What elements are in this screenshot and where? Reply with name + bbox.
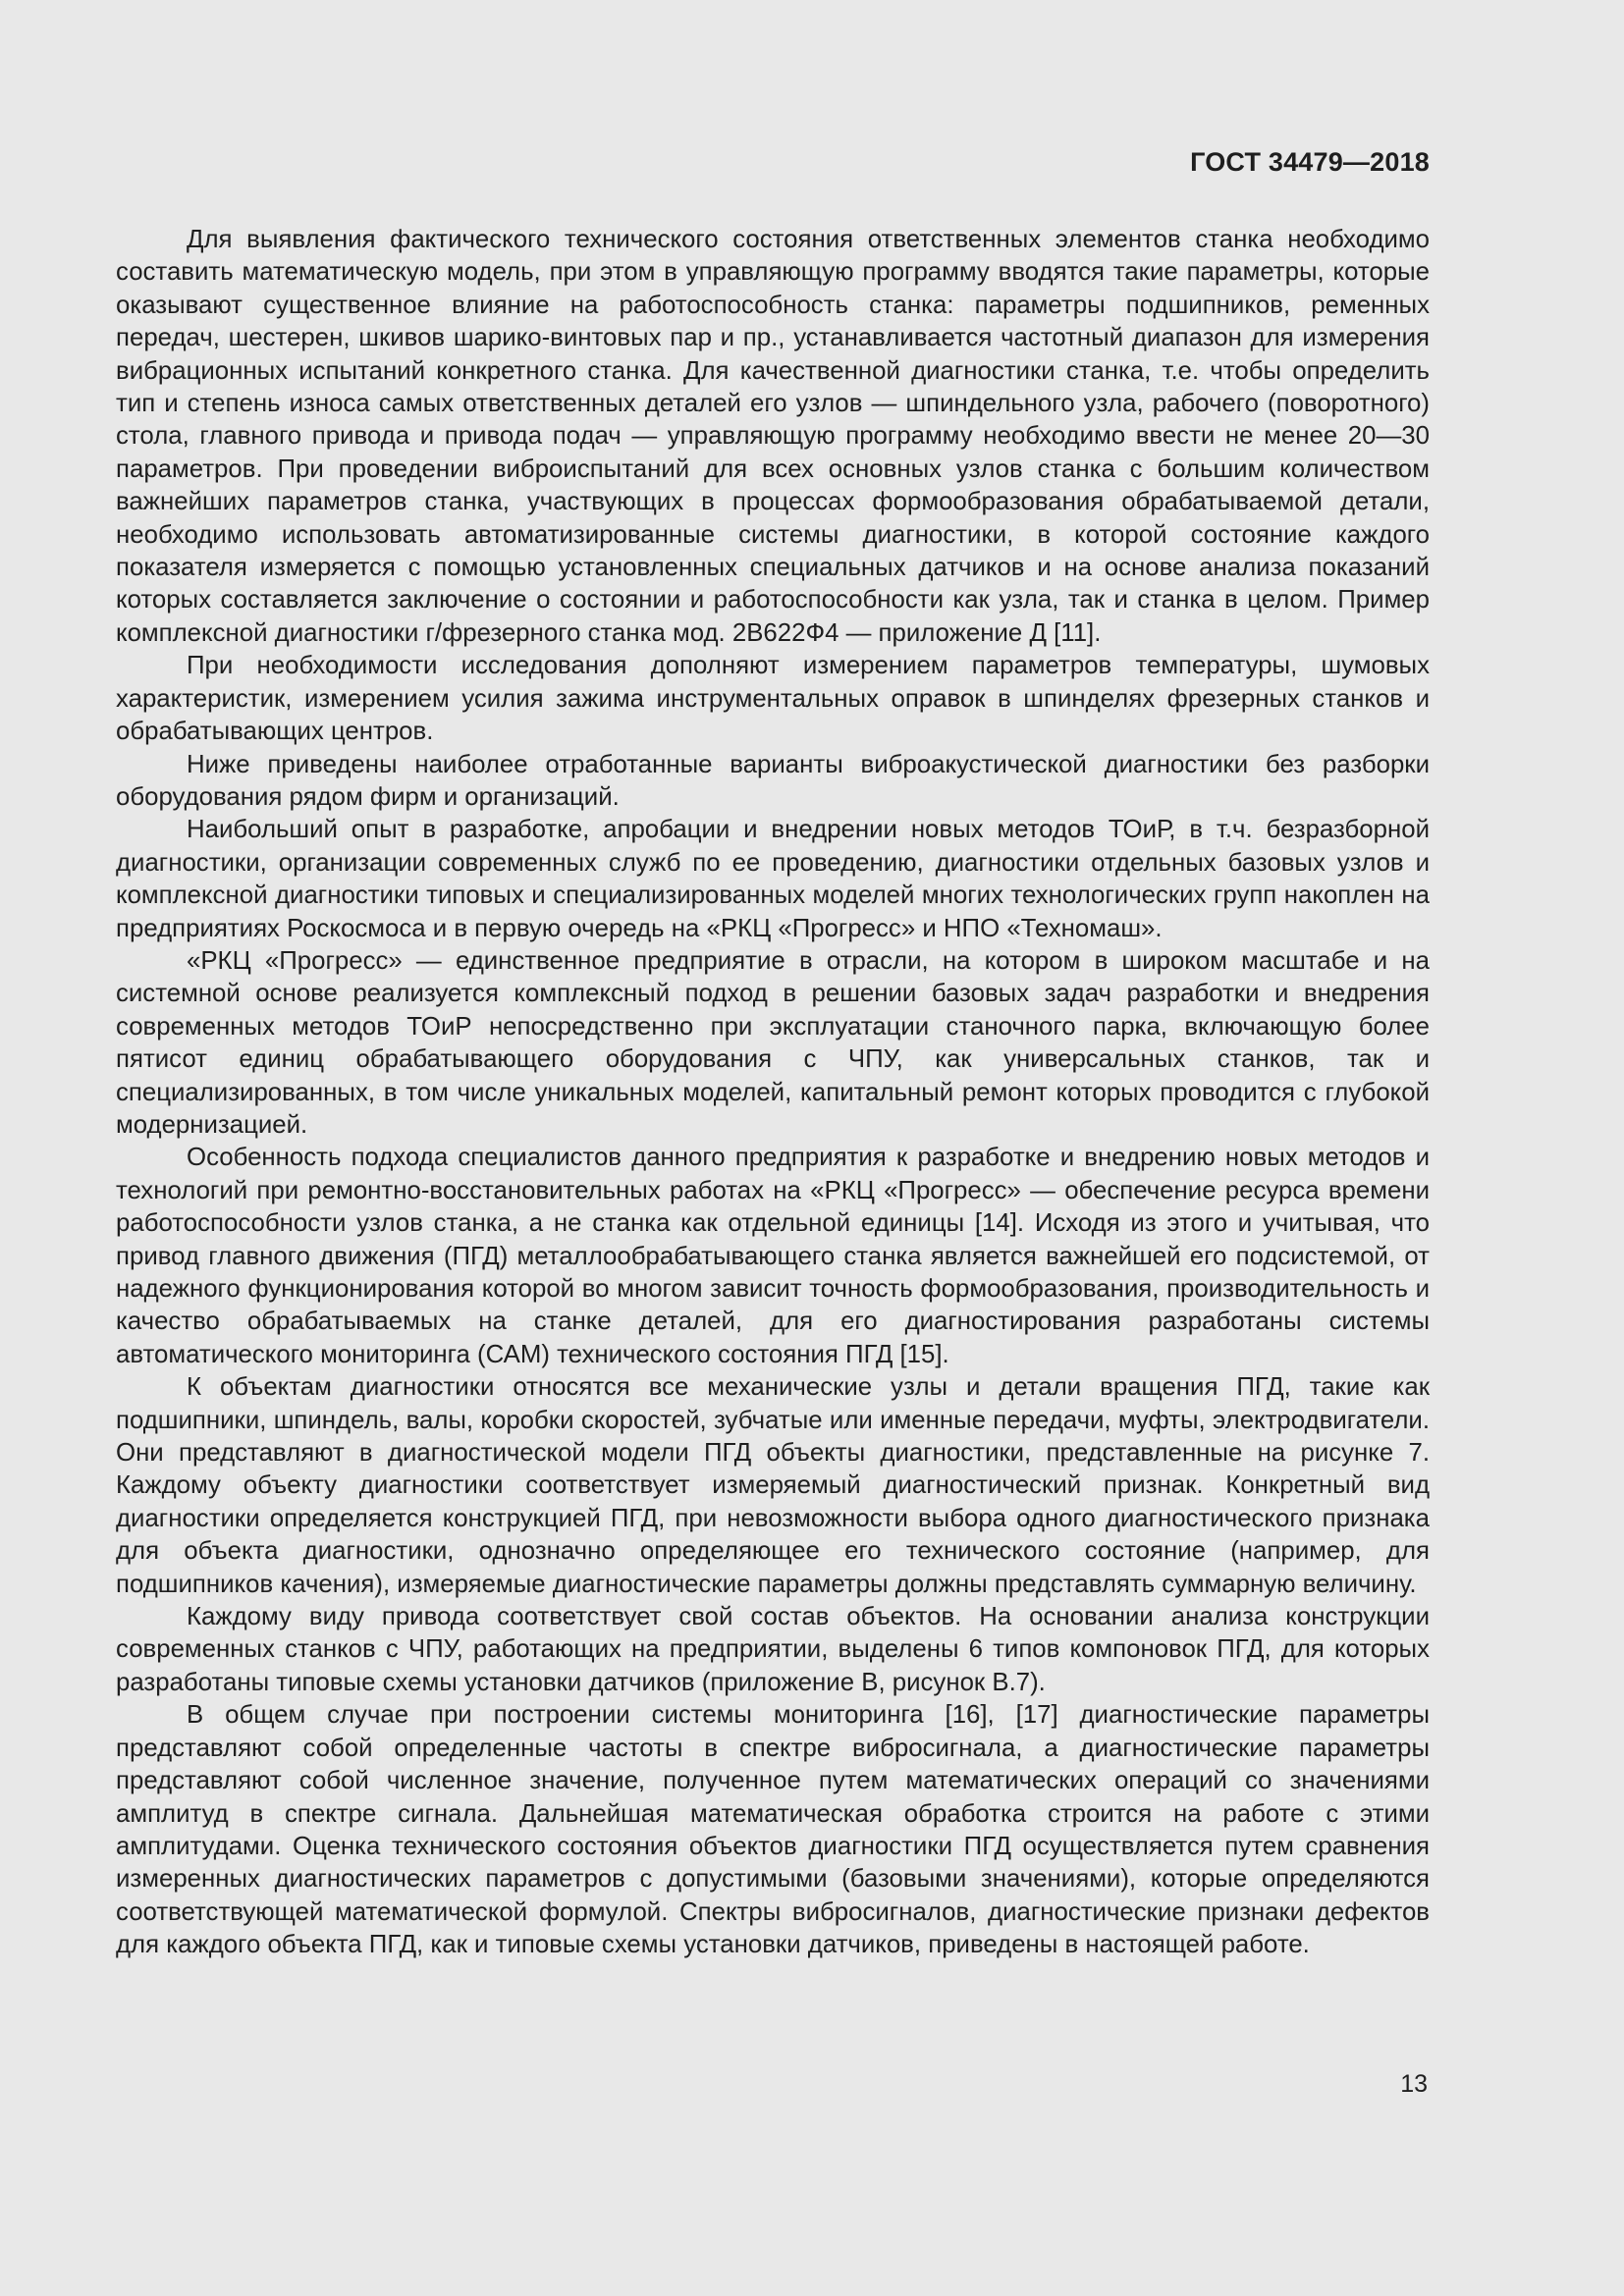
paragraph: Наибольший опыт в разработке, апробации и внедрении новых методов ТОиР, в т.ч. безразборной диагностики, организации современных служб по ее проведению, диагностики отдельных базовых узлов и комплексной диагностики типовых и специализированных моделей многих технологических групп накоплен на предприятиях Роскосмоса и в первую очередь на «РКЦ «Прогресс» и НПО «Техномаш». bbox=[116, 816, 1430, 942]
paragraph: «РКЦ «Прогресс» — единственное предприятие в отрасли, на котором в широком масштабе и на системной основе реализуется комплексный подход в решении базовых задач разработки и внедрения современных методов ТОиР непосредственно при эксплуатации станочного парка, включающую более пятисот единиц обрабатывающего оборудования с ЧПУ, как универсальных станков, так и специализированных, в том числе уникальных моделей, капитальный ремонт которых проводится с глубокой модернизацией. bbox=[116, 946, 1430, 1139]
paragraph: К объектам диагностики относятся все механические узлы и детали вращения ПГД, такие как подшипники, шпиндель, валы, коробки скоростей, зубчатые или именные передачи, муфты, электродвигатели. Они представляют в диагностической модели ПГД объекты диагностики, представленные на рисунке 7. Каждому объекту диагностики соответствует измеряемый диагностический признак. Конкретный вид диагностики определяется конструкцией ПГД, при невозможности выбора одного диагностического признака для объекта диагностики, однозначно определяющее его технического состояние (например, для подшипников качения), измеряемые диагностические параметры должны представлять суммарную величину. bbox=[116, 1373, 1430, 1598]
paragraph: Ниже приведены наиболее отработанные варианты виброакустической диагностики без разборки оборудования рядом фирм и организаций. bbox=[116, 750, 1430, 811]
paragraph: В общем случае при построении системы мониторинга [16], [17] диагностические параметры представляют собой определенные частоты в спектре вибросигнала, а диагностические параметры представляют собой численное значение, полученное путем математических операций со значениями амплитуд в спектре сигнала. Дальнейшая математическая обработка строится на работе с этими амплитудами. Оценка технического состояния объектов диагностики ПГД осуществляется путем сравнения измеренных диагностических параметров с допустимыми (базовыми значениями), которые определяются соответствующей математической формулой. Спектры вибросигналов, диагностические признаки дефектов для каждого объекта ПГД, как и типовые схемы установки датчиков, приведены в настоящей работе. bbox=[116, 1701, 1430, 1959]
paragraph: При необходимости исследования дополняют измерением параметров температуры, шумовых характеристик, измерением усилия зажима инструментальных оправок в шпинделях фрезерных станков и обрабатывающих центров. bbox=[116, 652, 1430, 746]
document-standard-header: ГОСТ 34479—2018 bbox=[1190, 147, 1430, 177]
document-body bbox=[116, 224, 1430, 1962]
paragraph: Для выявления фактического технического состояния ответственных элементов станка необходимо составить математическую модель, при этом в управляющую программу вводятся такие параметры, которые оказывают существенное влияние на работоспособность станка: параметры подшипников, ременных передач, шестерен, шкивов шарико-винтовых пар и пр., устанавливается частотный диапазон для измерения вибрационных испытаний конкретного станка. Для качественной диагностики станка, т.е. чтобы определить тип и степень износа самых ответственных деталей его узлов — шпиндельного узла, рабочего (поворотного) стола, главного привода и привода подач — управляющую программу необходимо ввести не менее 20—30 параметров. При проведении виброиспытаний для всех основных узлов станка с большим количеством важнейших параметров станка, участвующих в процессах формообразования обрабатываемой детали, необходимо использовать автоматизированные системы диагностики, в которой состояние каждого показателя измеряется с помощью установленных специальных датчиков и на основе анализа показаний которых составляется заключение о состоянии и работоспособности как узла, так и станка в целом. Пример комплексной диагностики г/фрезерного станка мод. 2В622Ф4 — приложение Д [11]. bbox=[116, 226, 1430, 647]
paragraph: Особенность подхода специалистов данного предприятия к разработке и внедрению новых методов и технологий при ремонтно-восстановительных работах на «РКЦ «Прогресс» — обеспечение ресурса времени работоспособности узлов станка, а не станка как отдельной единицы [14]. Исходя из этого и учитывая, что привод главного движения (ПГД) металлообрабатывающего станка является важнейшей его подсистемой, от надежного функционирования которой во многом зависит точность формообразования, производительность и качество обрабатываемых на станке деталей, для его диагностирования разработаны системы автоматического мониторинга (САМ) технического состояния ПГД [15]. bbox=[116, 1144, 1430, 1368]
paragraph: Каждому виду привода соответствует свой состав объектов. На основании анализа конструкции современных станков с ЧПУ, работающих на предприятии, выделены 6 типов компоновок ПГД, для которых разработаны типовые схемы установки датчиков (приложение В, рисунок В.7). bbox=[116, 1603, 1430, 1696]
page-number: 13 bbox=[1400, 2070, 1428, 2098]
